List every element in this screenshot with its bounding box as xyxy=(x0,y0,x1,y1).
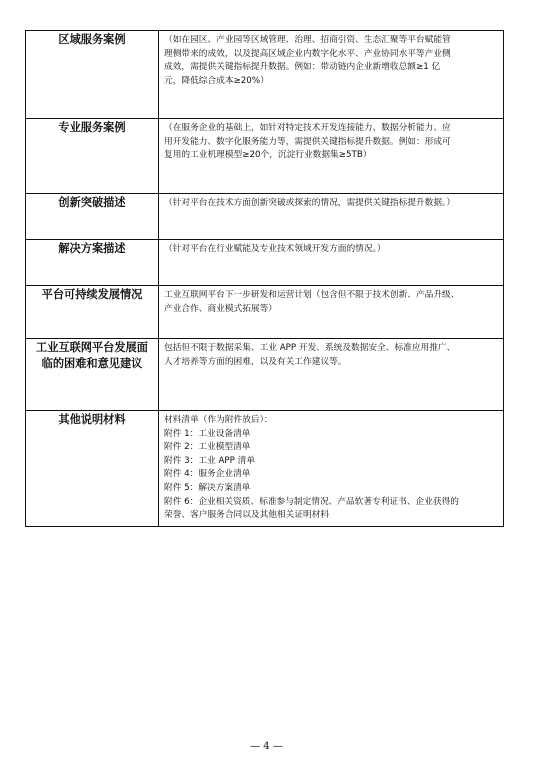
row-content xyxy=(159,194,504,240)
row-content xyxy=(159,240,504,286)
row-label: 平台可持续发展情况 xyxy=(26,286,159,339)
row-label: 区域服务案例 xyxy=(26,31,159,119)
content-line: 元，降低综合成本≥20%） xyxy=(164,75,269,86)
row-content xyxy=(159,286,504,339)
row-content xyxy=(159,339,504,411)
row-content xyxy=(159,31,504,119)
form-row-solution-description xyxy=(26,240,504,286)
row-content xyxy=(159,411,504,527)
row-label: 专业服务案例 xyxy=(26,119,159,194)
content-line: 产业合作、商业模式拓展等） xyxy=(164,303,277,314)
row-content xyxy=(159,119,504,194)
content-line: 复用的工业机理模型≥20个，沉淀行业数据集≥5TB） xyxy=(164,150,372,161)
content-line: 附件 4：服务企业清单 xyxy=(164,469,251,480)
content-line: （针对平台在技术方面创新突破或探索的情况，需提供关键指标提升数据。） xyxy=(164,198,456,208)
page-number: — 4 — xyxy=(250,741,283,752)
content-line: 附件 5：解决方案清单 xyxy=(164,482,251,493)
form-row-professional-service-case xyxy=(26,119,504,194)
content-line: （针对平台在行业赋能及专业技术领域开发方面的情况。） xyxy=(164,244,386,254)
content-line: 附件 2：工业模型清单 xyxy=(164,442,251,453)
content-line: 包括但不限于数据采集、工业 APP 开发、系统及数据安全、标准应用推广、 xyxy=(164,343,456,353)
content-line: 用开发能力、数字化服务能力等，需提供关键指标提升数据。例如：形成可 xyxy=(164,136,451,147)
content-line: 人才培养等方面的困难，以及有关工作建议等。 xyxy=(164,356,347,367)
row-label: 解决方案描述 xyxy=(26,240,159,286)
content-line: 工业互联网平台下一步研发和运营计划（包含但不限于技术创新、产品升级、 xyxy=(164,290,460,300)
form-row-difficulties-and-suggestions xyxy=(26,339,504,411)
form-row-innovation-breakthrough xyxy=(26,194,504,240)
row-label: 创新突破描述 xyxy=(26,194,159,240)
content-line: 附件 6：企业相关资质、标准参与制定情况、产品软著专利证书、企业获得的 xyxy=(164,496,459,507)
application-form-table xyxy=(25,30,504,527)
content-line: 材料清单（作为附件放后）： xyxy=(164,415,273,425)
row-label: 工业互联网平台发展面临的困难和意见建议 xyxy=(26,339,159,411)
content-line: 附件 1：工业设备清单 xyxy=(164,428,251,439)
row-label: 其他说明材料 xyxy=(26,411,159,527)
content-line: 附件 3：工业 APP 清单 xyxy=(164,455,256,466)
content-line: 荣誉、客户服务合同以及其他相关证明材料 xyxy=(164,510,330,521)
form-row-sustainable-development xyxy=(26,286,504,339)
content-line: 成效，需提供关键指标提升数据。例如：带动链内企业新增收总额≥1 亿 xyxy=(164,62,441,73)
form-row-regional-service-case xyxy=(26,31,504,119)
form-row-other-materials xyxy=(26,411,504,527)
content-line: 理侧带来的成效，以及提高区域企业内数字化水平、产业协同水平等产业侧 xyxy=(164,48,451,59)
content-line: （如在园区、产业园等区域管理、治理、招商引资、生态汇聚等平台赋能管 xyxy=(164,35,451,45)
content-line: （在服务企业的基础上，如针对特定技术开发连接能力、数据分析能力、应 xyxy=(164,123,451,133)
